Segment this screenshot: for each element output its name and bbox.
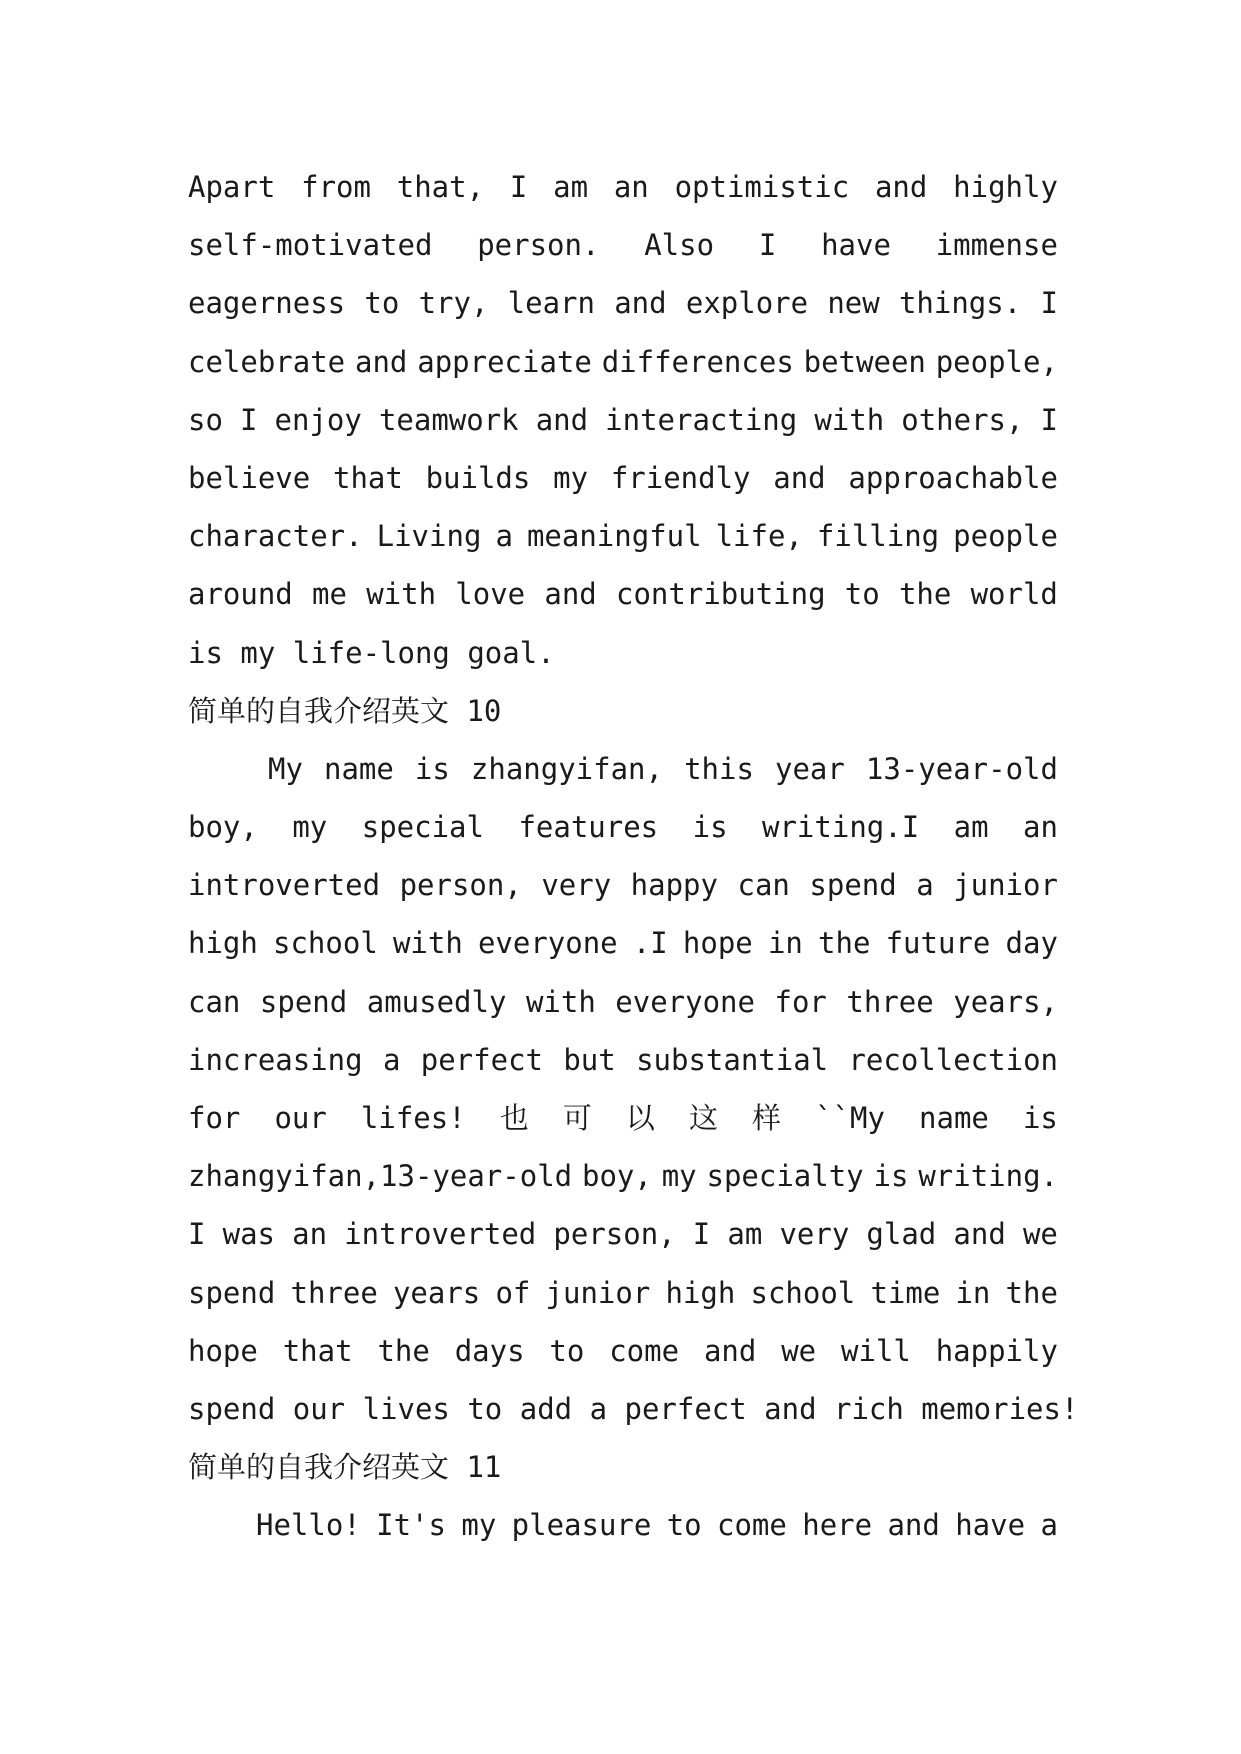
word: My [268, 751, 303, 786]
word: to [549, 1333, 585, 1368]
word: new [827, 286, 880, 321]
word: and [887, 1508, 940, 1543]
word: person, [553, 1217, 676, 1252]
word: character. [188, 519, 363, 554]
word: am [553, 170, 589, 204]
word: pleasure [511, 1508, 652, 1543]
word: I [1040, 286, 1058, 321]
word: 可 [562, 1101, 592, 1135]
word: to [666, 1508, 702, 1543]
word: the [1005, 1275, 1058, 1310]
word: very [541, 868, 612, 903]
paragraph-line [188, 914, 1058, 972]
word: that [282, 1333, 353, 1368]
word: will [841, 1333, 911, 1368]
paragraph-line [188, 624, 1058, 682]
word: future [885, 926, 991, 961]
word: an [292, 1217, 328, 1252]
word: 这 [688, 1101, 718, 1135]
word: introverted [188, 868, 381, 903]
word: boy, [188, 810, 258, 845]
paragraph-line [188, 1264, 1058, 1322]
word: spend [259, 984, 348, 1019]
paragraph-line [188, 973, 1058, 1031]
word: of [495, 1275, 531, 1310]
paragraph-line [188, 216, 1058, 274]
word: boy, [581, 1159, 652, 1194]
word: my [461, 1508, 497, 1543]
word: spend [188, 1275, 276, 1310]
word: others, [901, 402, 1024, 437]
word: so [188, 402, 223, 437]
word: try, [418, 286, 489, 321]
word: .I [632, 926, 668, 961]
word: school [273, 926, 378, 961]
word: person. [477, 228, 600, 263]
word: this [684, 751, 754, 786]
word: meaningful [526, 519, 702, 554]
word: high [188, 926, 258, 961]
paragraph-11-first-line [188, 1496, 1058, 1554]
word: highly [953, 170, 1058, 204]
paragraph-line [188, 856, 1058, 914]
word: increasing [188, 1042, 363, 1077]
word: a [916, 868, 934, 903]
word: I [240, 402, 258, 437]
word: I [188, 1217, 206, 1252]
paragraph-last-line: spend our lives to add a perfect and rich memories! [188, 1391, 1079, 1426]
paragraph-last-line: is my life-long goal. [188, 635, 555, 670]
word: is [1022, 1101, 1058, 1135]
word: writing.I [762, 810, 920, 845]
word: teamwork [378, 402, 519, 437]
word: appreciate [417, 344, 592, 379]
paragraph-9-tail [188, 158, 1058, 624]
word: believe [188, 460, 311, 495]
word: ``My [815, 1101, 885, 1135]
word: Also [644, 228, 715, 263]
word: three [290, 1275, 378, 1310]
word: person, [399, 868, 522, 903]
word: with [814, 402, 885, 437]
word: a [495, 519, 513, 554]
word: can [188, 984, 241, 1019]
paragraph-10-first-line [188, 740, 1058, 798]
word: my [292, 810, 328, 845]
word: our [274, 1101, 327, 1135]
word: my [553, 460, 589, 495]
word: that [332, 460, 403, 495]
word: builds [425, 460, 531, 495]
word: special [361, 810, 484, 845]
word: have [821, 228, 891, 263]
word: optimistic [674, 170, 850, 204]
word: 以 [625, 1101, 655, 1135]
word: in [955, 1275, 991, 1310]
paragraph-line [188, 798, 1058, 856]
word: enjoy [274, 402, 362, 437]
word: people, [935, 344, 1058, 379]
word: and [614, 286, 667, 321]
word: can [737, 868, 790, 903]
word: an [613, 170, 649, 204]
word: and [773, 460, 826, 495]
word: and [703, 1333, 757, 1368]
word: 也 [499, 1101, 529, 1135]
word: specialty [706, 1159, 864, 1194]
word: come [609, 1333, 680, 1368]
document-body [188, 158, 1079, 1555]
word: am [953, 810, 989, 845]
paragraph-line [188, 333, 1058, 391]
word: self-motivated [188, 228, 433, 263]
word: writing. [918, 1159, 1058, 1194]
word: amusedly [366, 984, 507, 1019]
word: I [758, 228, 777, 263]
word: am [727, 1217, 763, 1252]
word: very [779, 1217, 850, 1252]
paragraph-line [188, 1380, 1079, 1438]
paragraph-line [188, 1205, 1058, 1263]
word: is [414, 751, 450, 786]
word: introverted [344, 1217, 537, 1252]
word: world [970, 577, 1058, 612]
word: year [774, 751, 845, 786]
paragraph-line [188, 1496, 1058, 1554]
word: love [455, 577, 526, 612]
word: features [518, 810, 659, 845]
word: eagerness [188, 286, 346, 321]
paragraph-line [188, 740, 1058, 798]
word: school [750, 1275, 856, 1310]
word: and [953, 1217, 1006, 1252]
word: explore [685, 286, 809, 321]
word: for [774, 984, 827, 1019]
word: contributing [616, 577, 826, 612]
word: that, [396, 170, 485, 204]
word: a [382, 1042, 401, 1077]
word: friendly [610, 460, 751, 495]
word: around [188, 577, 293, 612]
paragraph-line [188, 274, 1058, 332]
word: days [454, 1333, 525, 1368]
word: three [846, 984, 934, 1019]
word: a [1040, 1508, 1058, 1543]
word: and [535, 402, 589, 437]
section-heading-11: 简单的自我介绍英文 11 [188, 1450, 502, 1485]
paragraph-line [188, 1147, 1058, 1205]
paragraph-line [188, 391, 1058, 449]
word: approachable [848, 460, 1058, 495]
word: junior [953, 868, 1058, 903]
word: substantial [636, 1042, 829, 1077]
paragraph-line [188, 1322, 1058, 1380]
word: Apart [188, 170, 276, 204]
word: and [874, 170, 928, 204]
word: name [919, 1101, 989, 1135]
word: from [301, 170, 371, 204]
word: people [953, 519, 1058, 554]
word: was [222, 1217, 275, 1252]
word: come [717, 1508, 787, 1543]
word: and [355, 344, 408, 379]
word: life, [715, 519, 803, 554]
word: things. [898, 286, 1022, 321]
word: filling [816, 519, 940, 554]
word: learn [507, 286, 595, 321]
paragraph-10 [188, 798, 1058, 1380]
word: have [955, 1508, 1026, 1543]
word: between [803, 344, 926, 379]
word: glad [866, 1217, 937, 1252]
word: me [312, 577, 347, 612]
word: I [1040, 402, 1058, 437]
word: happy [630, 868, 718, 903]
word: I [692, 1217, 711, 1252]
word: to [364, 286, 400, 321]
word: years [392, 1275, 481, 1310]
word: celebrate [188, 344, 346, 379]
word: in [767, 926, 803, 961]
word: the [898, 577, 952, 612]
word: lifes! [360, 1101, 466, 1135]
word: name [324, 751, 394, 786]
word: and [544, 577, 597, 612]
word: here [802, 1508, 873, 1543]
word: with [366, 577, 437, 612]
word: to [844, 577, 880, 612]
word: day [1005, 926, 1058, 961]
word: 13-year-old [865, 751, 1058, 786]
word: I [509, 170, 528, 204]
word: hope [188, 1333, 258, 1368]
word: spend [809, 868, 897, 903]
word: years, [953, 984, 1058, 1019]
word: recollection [848, 1042, 1058, 1077]
paragraph-line [188, 158, 1058, 216]
word: the [818, 926, 871, 961]
paragraph-line [188, 1089, 1058, 1147]
word: time [870, 1275, 941, 1310]
word: hope [682, 926, 753, 961]
word: with [525, 984, 596, 1019]
word: the [377, 1333, 430, 1368]
word: immense [935, 228, 1058, 263]
word: but [563, 1042, 616, 1077]
word: my [661, 1159, 697, 1194]
section-heading-10: 简单的自我介绍英文 10 [188, 693, 502, 728]
paragraph-line [188, 1031, 1058, 1089]
word: high [665, 1275, 736, 1310]
paragraph-line [188, 507, 1058, 565]
word: interacting [605, 402, 798, 437]
word: 样 [752, 1101, 782, 1135]
word: perfect [420, 1042, 543, 1077]
word: Hello! [256, 1508, 361, 1543]
word: an [1023, 810, 1058, 845]
word: for [188, 1101, 241, 1135]
paragraph-line [188, 565, 1058, 623]
word: Living [376, 519, 482, 554]
word: we [781, 1333, 817, 1368]
word: zhangyifan, [470, 751, 663, 786]
word: junior [545, 1275, 651, 1310]
word: is [692, 810, 728, 845]
word: It's [376, 1508, 446, 1543]
word: everyone [477, 926, 618, 961]
word: is [873, 1159, 909, 1194]
paragraph-line [188, 449, 1058, 507]
word: zhangyifan,13-year-old [188, 1159, 573, 1194]
word: with [392, 926, 463, 961]
word: we [1022, 1217, 1058, 1252]
word: everyone [615, 984, 755, 1019]
word: differences [601, 344, 794, 379]
word: happily [935, 1333, 1058, 1368]
